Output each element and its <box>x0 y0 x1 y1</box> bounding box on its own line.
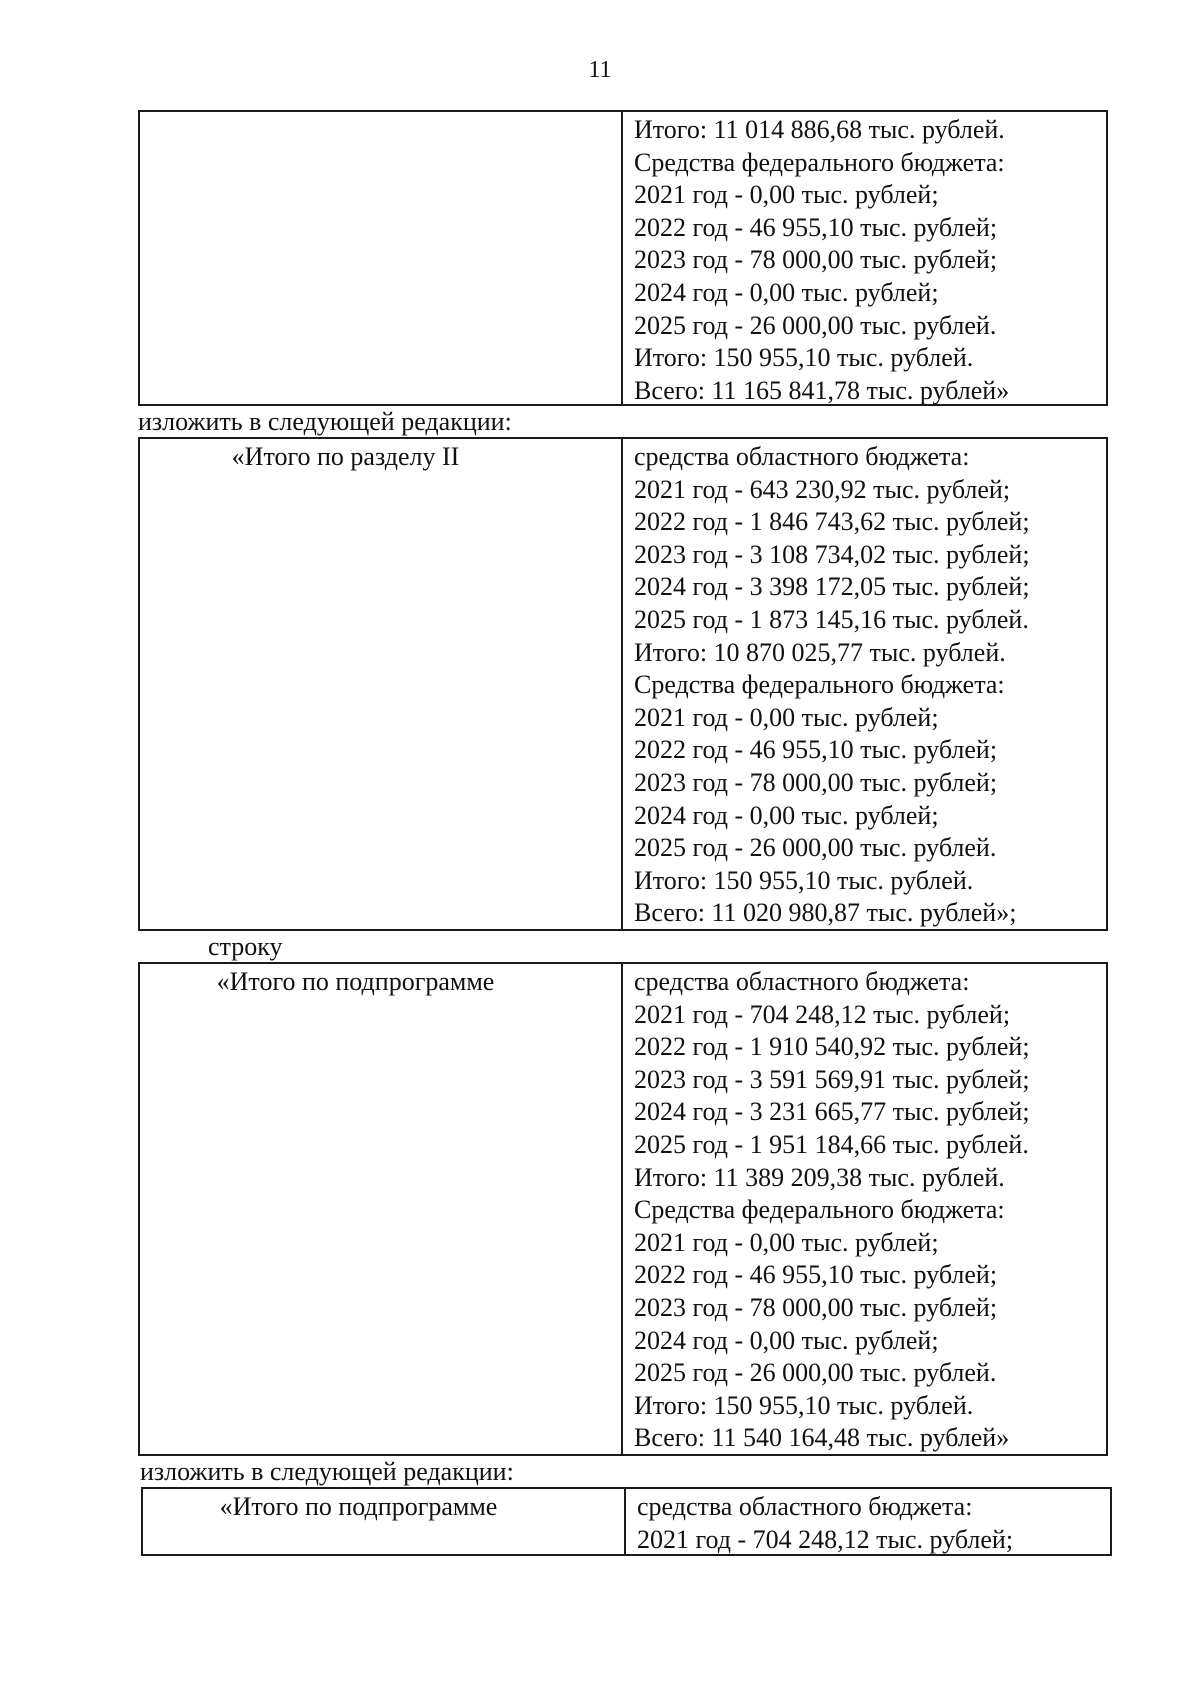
row-label: «Итого по разделу II <box>231 442 460 471</box>
budget-line: 2022 год - 1 910 540,92 тыс. рублей; <box>634 1032 1030 1062</box>
table-left-cell <box>143 1489 626 1554</box>
budget-line: средства областного бюджета: <box>634 967 970 996</box>
budget-table-continued <box>138 110 1108 406</box>
budget-line: 2023 год - 78 000,00 тыс. рублей; <box>634 767 998 797</box>
budget-line: Средства федерального бюджета: <box>634 147 1005 177</box>
budget-line: Итого: 150 955,10 тыс. рублей. <box>634 865 974 895</box>
budget-line: Всего: 11 165 841,78 тыс. рублей» <box>634 375 1010 405</box>
budget-line: 2021 год - 0,00 тыс. рублей; <box>634 1227 939 1257</box>
table-right-cell <box>623 112 1106 404</box>
budget-line: 2024 год - 0,00 тыс. рублей; <box>634 1325 939 1355</box>
budget-line: 2024 год - 3 398 172,05 тыс. рублей; <box>634 572 1030 602</box>
table-right-cell <box>626 1489 1110 1554</box>
budget-line: 2021 год - 0,00 тыс. рублей; <box>634 180 939 210</box>
budget-line: Итого: 150 955,10 тыс. рублей. <box>634 343 974 373</box>
budget-line: 2024 год - 0,00 тыс. рублей; <box>634 800 939 830</box>
row-label: «Итого по подпрограмме <box>219 1492 498 1521</box>
budget-line: 2022 год - 1 846 743,62 тыс. рублей; <box>634 507 1030 537</box>
table-right-cell <box>623 439 1106 929</box>
budget-line: Итого: 150 955,10 тыс. рублей. <box>634 1390 974 1420</box>
budget-line: Всего: 11 020 980,87 тыс. рублей»; <box>634 898 1017 928</box>
budget-line: 2023 год - 78 000,00 тыс. рублей; <box>634 1292 998 1322</box>
budget-line: 2025 год - 26 000,00 тыс. рублей. <box>634 833 997 863</box>
budget-line: 2021 год - 0,00 тыс. рублей; <box>634 702 939 732</box>
table-left-cell <box>140 112 623 404</box>
page-number: 11 <box>588 57 612 83</box>
row-label: «Итого по подпрограмме <box>216 967 495 996</box>
instruction-text: строку <box>208 932 283 961</box>
table-right-cell <box>623 964 1106 1454</box>
budget-line: 2021 год - 704 248,12 тыс. рублей; <box>637 1524 1014 1554</box>
budget-line: Итого: 10 870 025,77 тыс. рублей. <box>634 637 1006 667</box>
budget-line: средства областного бюджета: <box>637 1492 973 1521</box>
instruction-text: изложить в следующей редакции: <box>138 407 512 436</box>
budget-line: средства областного бюджета: <box>634 442 970 471</box>
row-label <box>140 112 621 114</box>
budget-line: 2025 год - 1 951 184,66 тыс. рублей. <box>634 1129 1029 1159</box>
budget-line: 2024 год - 3 231 665,77 тыс. рублей; <box>634 1097 1030 1127</box>
budget-line: 2023 год - 78 000,00 тыс. рублей; <box>634 245 998 275</box>
budget-line: 2023 год - 3 591 569,91 тыс. рублей; <box>634 1064 1030 1094</box>
budget-line: Всего: 11 540 164,48 тыс. рублей» <box>634 1423 1010 1453</box>
table-left-cell <box>140 439 623 929</box>
budget-line: 2022 год - 46 955,10 тыс. рублей; <box>634 212 998 242</box>
budget-line: Средства федерального бюджета: <box>634 670 1005 700</box>
budget-line: 2022 год - 46 955,10 тыс. рублей; <box>634 735 998 765</box>
budget-table-section-ii <box>138 437 1108 931</box>
budget-line: Итого: 11 014 886,68 тыс. рублей. <box>634 115 1005 144</box>
budget-line: 2024 год - 0,00 тыс. рублей; <box>634 277 939 307</box>
budget-line: 2022 год - 46 955,10 тыс. рублей; <box>634 1260 998 1290</box>
budget-line: 2025 год - 26 000,00 тыс. рублей. <box>634 1358 997 1388</box>
budget-line: 2025 год - 26 000,00 тыс. рублей. <box>634 310 997 340</box>
budget-line: 2025 год - 1 873 145,16 тыс. рублей. <box>634 604 1029 634</box>
budget-line: Средства федерального бюджета: <box>634 1195 1005 1225</box>
budget-line: 2021 год - 704 248,12 тыс. рублей; <box>634 999 1011 1029</box>
table-left-cell <box>140 964 623 1454</box>
instruction-text: изложить в следующей редакции: <box>140 1457 514 1486</box>
budget-line: Итого: 11 389 209,38 тыс. рублей. <box>634 1162 1005 1192</box>
budget-line: 2021 год - 643 230,92 тыс. рублей; <box>634 474 1011 504</box>
budget-table-subprogram-old <box>138 962 1108 1456</box>
budget-line: 2023 год - 3 108 734,02 тыс. рублей; <box>634 539 1030 569</box>
budget-table-subprogram-new <box>141 1487 1112 1556</box>
